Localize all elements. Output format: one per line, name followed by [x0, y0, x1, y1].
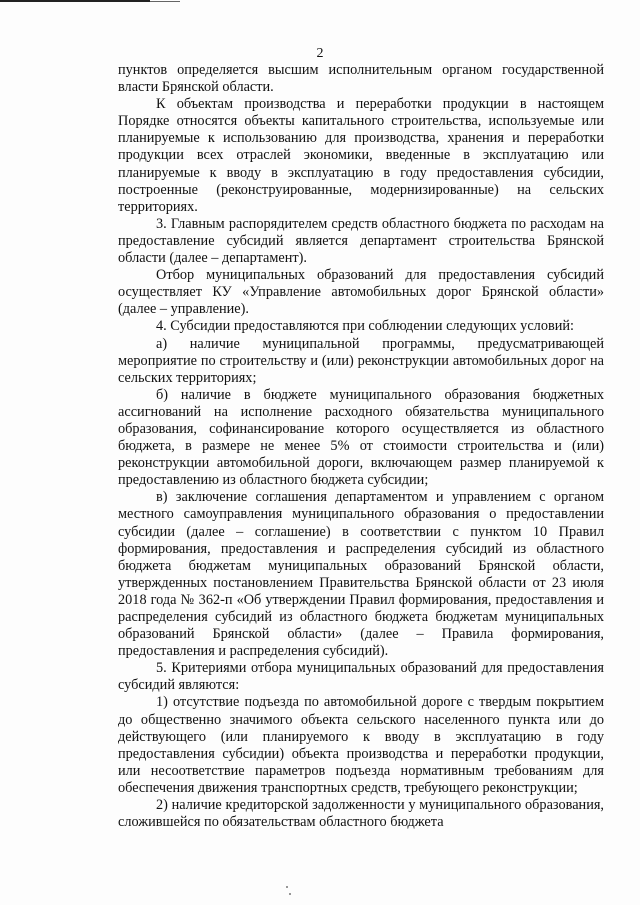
paragraph-continuation: пунктов определяется высшим исполнительным органом государственной власти Брянской области. [118, 62, 604, 96]
scan-speck [289, 893, 291, 895]
paragraph-item-3: 3. Главным распорядителем средств областного бюджета по расходам на предоставление субсидий является департамент строительства Брянской области (далее – департамент). [118, 215, 604, 267]
top-edge-rule-tail [150, 1, 180, 2]
scan-speck [286, 886, 288, 888]
paragraph-production-objects: К объектам производства и переработки продукции в настоящем Порядке относятся объекты капитального строительства, используемые или планируемые к использованию для производства, хранения и переработки продукции всех отраслей экономики, введенные в эксплуатацию или планируемые к вводу в эксплуатацию в году предоставления субсидии, построенные (реконструированные, модернизированные) на сельских территориях. [118, 96, 604, 215]
document-body [118, 62, 604, 831]
paragraph-criterion-1: 1) отсутствие подъезда по автомобильной дороге с твердым покрытием до общественно значимого объекта сельского населенного пункта или до действующего (или планируемого к вводу в эксплуатацию в году предоставления субсидии) объекта производства и переработки продукции, или несоответствие параметров подъезда нормативным требованиям для обеспечения движения транспортных средств, требующего реконструкции; [118, 694, 604, 796]
top-edge-rule [0, 0, 150, 2]
paragraph-condition-c: в) заключение соглашения департаментом и управлением с органом местного самоуправления муниципального образования о предоставлении субсидии (далее – соглашение) в соответствии с пунктом 10 Правил формирования, предоставления и распределения субсидий из областного бюджета бюджетам муниципальных образований Брянской области, утвержденных постановлением Правительства Брянской области от 23 июля 2018 года № 362-п «Об утверждении Правил формирования, предоставления и распределения субсидий из областного бюджета бюджетам муниципальных образований Брянской области» (далее – Правила формирования, предоставления и распределения субсидий). [118, 489, 604, 660]
page-number: 2 [316, 46, 324, 61]
paragraph-condition-b: б) наличие в бюджете муниципального образования бюджетных ассигнований на исполнение расходного обязательства муниципального образования, софинансирование которого осуществляется из областного бюджета, в размере не менее 5% от стоимости строительства и (или) реконструкции автомобильной дороги, включающем размер планируемой к предоставлению из областного бюджета субсидии; [118, 386, 604, 489]
paragraph-selection-authority: Отбор муниципальных образований для предоставления субсидий осуществляет КУ «Управление автомобильных дорог Брянской области» (далее – управление). [118, 267, 604, 318]
paragraph-criterion-2: 2) наличие кредиторской задолженности у муниципального образования, сложившейся по обязательствам областного бюджета [118, 797, 604, 831]
paragraph-condition-a: а) наличие муниципальной программы, предусматривающей мероприятие по строительству и (или) реконструкции автомобильных дорог на сельских территориях; [118, 335, 604, 386]
paragraph-item-4: 4. Субсидии предоставляются при соблюдении следующих условий: [156, 318, 574, 335]
paragraph-item-5: 5. Критериями отбора муниципальных образований для предоставления субсидий являются: [118, 660, 604, 694]
